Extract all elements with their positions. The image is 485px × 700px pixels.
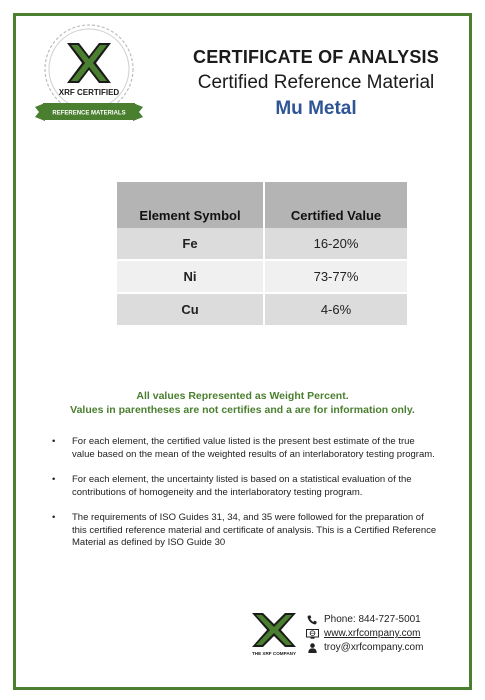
person-icon [305, 643, 319, 653]
xrf-certified-logo [33, 23, 145, 131]
list-item [48, 436, 438, 461]
phone-row [305, 613, 423, 627]
logo-top-text: XRF CERTIFIED [58, 88, 120, 97]
list-item [48, 474, 438, 499]
table-row [117, 260, 407, 293]
table-row [117, 293, 407, 325]
bullet-text: For each element, the certified value listed is the present best estimate of the true value based on the mean of the weighted results of an interlaboratory testing program. [72, 436, 435, 460]
website-link[interactable]: www.xrfcompany.com [324, 628, 421, 639]
bullet-icon: • [52, 436, 56, 447]
material-name: Mu Metal [275, 98, 357, 119]
column-header-value: Certified Value [264, 182, 407, 228]
value-cell: 73-77% [264, 260, 407, 293]
certified-values-table [117, 182, 407, 325]
globe-monitor-icon [305, 629, 319, 639]
contact-info [305, 613, 423, 655]
phone-icon [305, 615, 319, 625]
note-line-1: All values Represented as Weight Percent. [136, 390, 349, 402]
table-row [117, 228, 407, 260]
bullet-text: For each element, the uncertainty listed is based on a statistical evaluation of the contributions of homogeneity and the interlaboratory testing program. [72, 474, 412, 498]
weight-percent-note [40, 389, 445, 417]
element-cell: Fe [117, 228, 264, 260]
element-cell: Cu [117, 293, 264, 325]
value-cell: 16-20% [264, 228, 407, 260]
value-cell: 4-6% [264, 293, 407, 325]
list-item [48, 512, 438, 550]
logo-ribbon-text: REFERENCE MATERIALS [52, 110, 126, 117]
phone-text: Phone: 844-727-5001 [324, 614, 421, 625]
certificate-notes-list [48, 436, 438, 563]
bullet-icon: • [52, 474, 56, 485]
email-row [305, 641, 423, 655]
company-caption: THE XRF COMPANY [251, 651, 297, 656]
certificate-header [176, 47, 456, 120]
certificate-subtitle: Certified Reference Material [197, 72, 435, 93]
bullet-icon: • [52, 512, 56, 523]
website-row [305, 627, 423, 641]
email-text[interactable]: troy@xrfcompany.com [324, 642, 424, 653]
xrf-company-logo [247, 611, 301, 657]
element-cell: Ni [117, 260, 264, 293]
certificate-title: CERTIFICATE OF ANALYSIS [193, 47, 439, 67]
column-header-element: Element Symbol [117, 182, 264, 228]
note-line-2: Values in parentheses are not certifies and a are for information only. [70, 404, 415, 416]
bullet-text: The requirements of ISO Guides 31, 34, and 35 were followed for the preparation of this certified reference material and certificate of analysis. This is a Certified Reference Material as defined by ISO Guide 30 [72, 512, 437, 548]
